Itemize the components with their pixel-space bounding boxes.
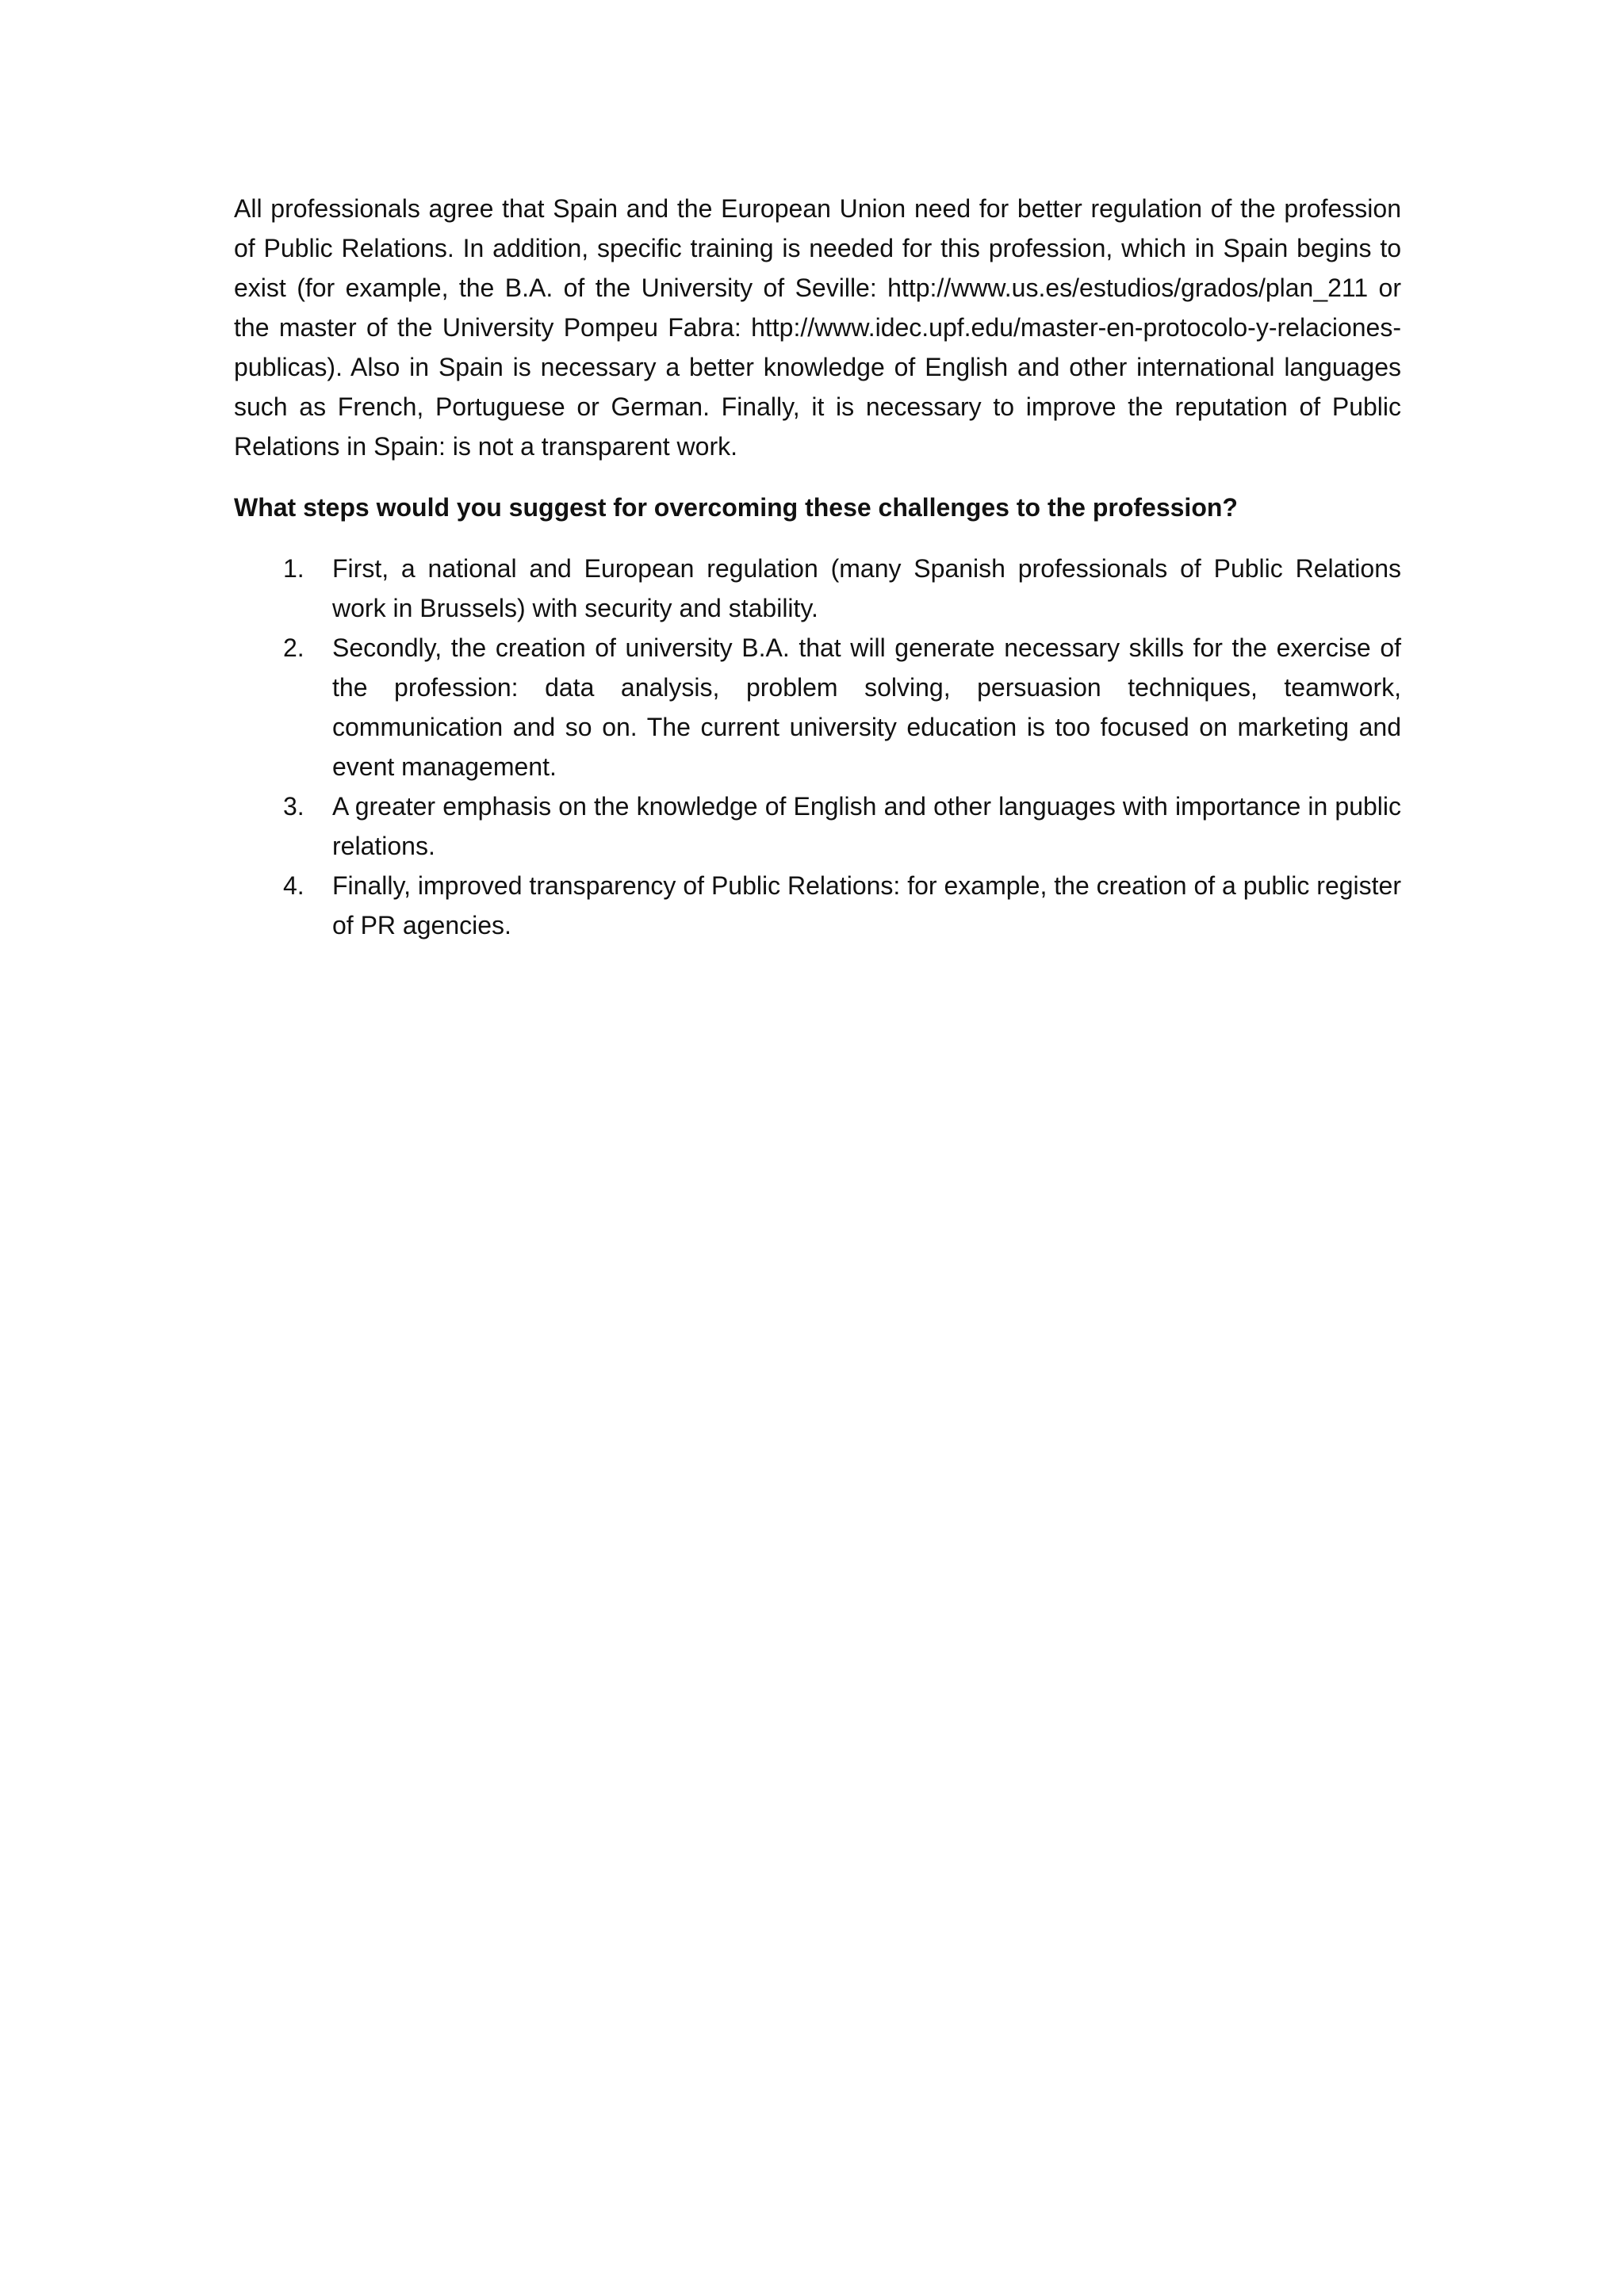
document-body (234, 189, 1401, 945)
list-item (234, 628, 1401, 786)
list-item-text: Secondly, the creation of university B.A. that will generate necessary skills for the exercise of the profession: data analysis, problem solving, persuasion techniques, teamwork, communication and so on. The current university education is too focused on marketing and event management. (332, 633, 1401, 781)
list-item (234, 866, 1401, 945)
list-item (234, 786, 1401, 866)
list-item-text: A greater emphasis on the knowledge of English and other languages with importance in public relations. (332, 792, 1401, 860)
list-item-number: 3. (283, 792, 304, 821)
list-item-text: Finally, improved transparency of Public Relations: for example, the creation of a public register of PR agencies. (332, 871, 1401, 939)
list-item-number: 2. (283, 633, 304, 662)
list-item-number: 4. (283, 871, 304, 900)
intro-paragraph: All professionals agree that Spain and the European Union need for better regulation of the profession of Public Relations. In addition, specific training is needed for this profession, which in Spain begins to exist (for example, the B.A. of the University of Seville: http://www.us.es/estudios/grados/plan_211 or the master of the University Pompeu Fabra: http://www.idec.upf.edu/master-en-protocolo-y-relaciones-publicas). Also in Spain is necessary a better knowledge of English and other international languages such as French, Portuguese or German. Finally, it is necessary to improve the reputation of Public Relations in Spain: is not a transparent work. (234, 194, 1401, 461)
list-item (234, 549, 1401, 628)
question-heading: What steps would you suggest for overcoming these challenges to the profession? (234, 493, 1238, 522)
list-item-text: First, a national and European regulation (many Spanish professionals of Public Relations work in Brussels) with security and stability. (332, 554, 1401, 622)
steps-list (234, 549, 1401, 945)
list-item-number: 1. (283, 554, 304, 583)
